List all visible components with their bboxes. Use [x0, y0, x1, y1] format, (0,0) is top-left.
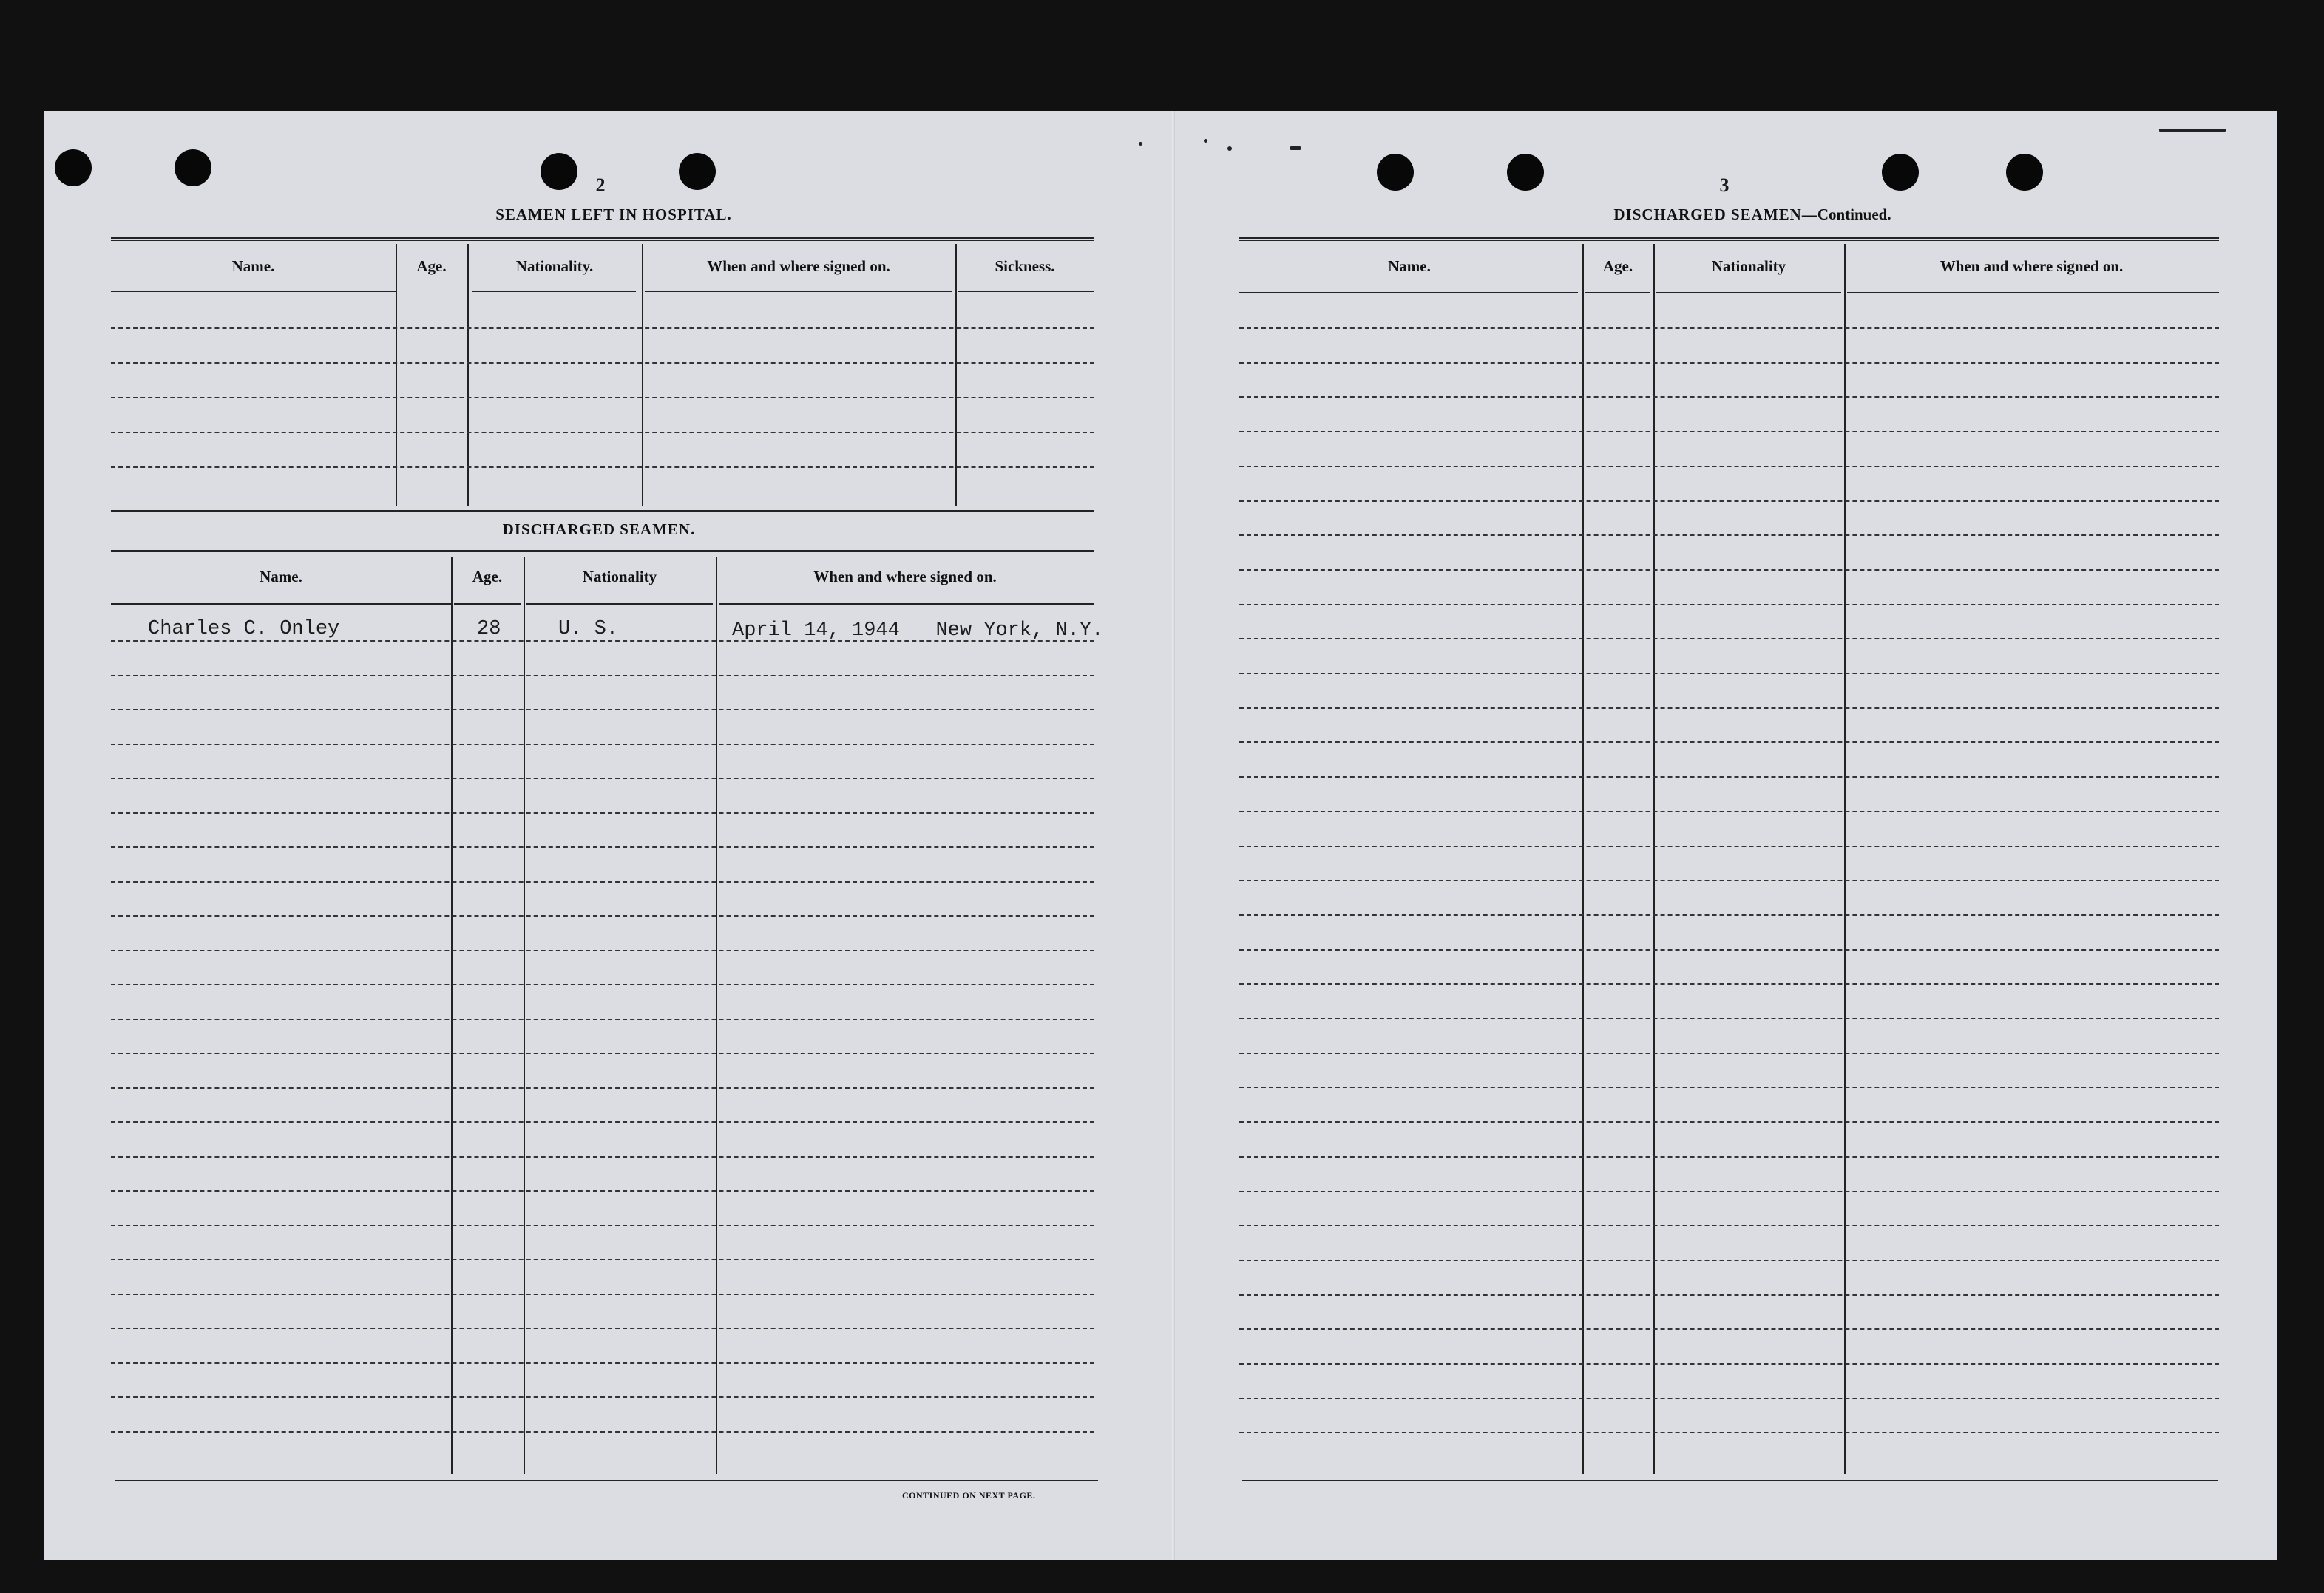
header-rule	[111, 291, 396, 292]
dotted-row-line	[1239, 534, 2219, 536]
dotted-row-line	[1239, 604, 2219, 605]
column-header-age: Age.	[416, 257, 447, 275]
column-header-age: Age.	[1602, 257, 1633, 275]
dotted-row-line	[1239, 638, 2219, 639]
dotted-row-line	[111, 915, 1094, 917]
dotted-row-line	[111, 1396, 1094, 1398]
header-rule	[645, 291, 952, 292]
dotted-row-line	[111, 1328, 1094, 1329]
column-header-sickness: Sickness.	[995, 257, 1055, 275]
entry-signed-on: April 14, 1944 New York, N.Y.	[732, 619, 1104, 642]
column-header-signed-on: When and where signed on.	[813, 568, 997, 585]
dotted-row-line	[1239, 1018, 2219, 1019]
scan-speck	[2159, 129, 2226, 132]
column-header-name: Name.	[1388, 257, 1431, 275]
scan-speck	[1204, 139, 1207, 143]
dotted-row-line	[111, 778, 1094, 779]
column-header-signed-on: When and where signed on.	[1940, 257, 2124, 275]
dotted-row-line	[1239, 880, 2219, 881]
dotted-row-line	[111, 1259, 1094, 1260]
column-divider	[1844, 244, 1846, 1474]
dotted-row-line	[111, 881, 1094, 883]
double-rule	[111, 550, 1094, 554]
dotted-row-line	[1239, 1087, 2219, 1088]
column-divider	[1582, 244, 1584, 1474]
punch-hole	[1882, 154, 1919, 191]
dotted-row-line	[1239, 741, 2219, 743]
scan-speck	[1227, 146, 1232, 151]
dotted-row-line	[1239, 362, 2219, 364]
dotted-row-line	[111, 362, 1094, 364]
dotted-row-line	[1239, 1156, 2219, 1158]
dotted-row-line	[111, 812, 1094, 814]
dotted-row-line	[111, 432, 1094, 433]
section-title-discharged: DISCHARGED SEAMEN.	[502, 520, 696, 538]
column-header-signed-on: When and where signed on.	[707, 257, 890, 275]
dotted-row-line	[1239, 1260, 2219, 1261]
punch-hole	[679, 153, 716, 190]
dotted-row-line	[1239, 1121, 2219, 1123]
punch-hole	[1507, 154, 1544, 191]
section-rule	[111, 510, 1094, 512]
column-header-age: Age.	[472, 568, 503, 585]
section-title-suffix: —Continued.	[1801, 206, 1891, 223]
dotted-row-line	[111, 984, 1094, 985]
page-number: 3	[1719, 174, 1730, 196]
entry-age: 28	[477, 618, 501, 640]
dotted-row-line	[1239, 1191, 2219, 1192]
dotted-row-line	[1239, 673, 2219, 674]
page-number: 2	[595, 174, 606, 196]
entry-nationality: U. S.	[558, 618, 619, 640]
punch-hole	[175, 149, 211, 186]
dotted-row-line	[111, 1019, 1094, 1020]
header-rule	[1585, 292, 1650, 293]
punch-hole	[55, 149, 92, 186]
dotted-row-line	[111, 744, 1094, 745]
dotted-row-line	[111, 327, 1094, 329]
header-rule	[719, 603, 1094, 605]
dotted-row-line	[1239, 1432, 2219, 1433]
dotted-row-line	[1239, 569, 2219, 571]
header-rule	[1847, 292, 2219, 293]
dotted-row-line	[1239, 707, 2219, 709]
dotted-row-line	[111, 1225, 1094, 1226]
scan-speck	[1139, 142, 1142, 146]
dotted-row-line	[1239, 466, 2219, 467]
column-divider	[1653, 244, 1655, 1474]
section-title-discharged-continued	[1523, 206, 1982, 224]
dotted-row-line	[1239, 1328, 2219, 1330]
column-header-name: Name.	[231, 257, 275, 275]
entry-name: Charles C. Onley	[148, 618, 340, 640]
dotted-row-line	[1239, 983, 2219, 985]
dotted-row-line	[111, 1190, 1094, 1192]
dotted-row-line	[111, 1053, 1094, 1054]
column-divider	[524, 557, 525, 1474]
dotted-row-line	[1239, 949, 2219, 951]
dotted-row-line	[111, 466, 1094, 468]
column-header-nationality: Nationality	[1711, 257, 1786, 275]
dotted-row-line	[1239, 1363, 2219, 1365]
double-rule	[1239, 237, 2219, 241]
column-header-nationality: Nationality	[582, 568, 657, 585]
dotted-row-line	[111, 397, 1094, 398]
dotted-row-line	[1239, 431, 2219, 432]
bottom-rule	[115, 1480, 1098, 1481]
column-divider	[716, 557, 717, 1474]
dotted-row-line	[111, 1431, 1094, 1433]
column-divider	[451, 557, 453, 1474]
dotted-row-line	[1239, 327, 2219, 329]
dotted-row-line	[1239, 1294, 2219, 1296]
header-rule	[526, 603, 713, 605]
dotted-row-line	[111, 709, 1094, 710]
header-rule	[958, 291, 1094, 292]
header-rule	[1656, 292, 1841, 293]
continued-note: CONTINUED ON NEXT PAGE.	[902, 1490, 1036, 1501]
punch-hole	[541, 153, 577, 190]
dotted-row-line	[111, 1294, 1094, 1295]
section-title-main: DISCHARGED SEAMEN	[1613, 206, 1802, 223]
punch-hole	[1377, 154, 1414, 191]
dotted-row-line	[111, 950, 1094, 951]
section-title-hospital: SEAMEN LEFT IN HOSPITAL.	[495, 206, 732, 223]
dotted-row-line	[1239, 1398, 2219, 1399]
column-header-name: Name.	[260, 568, 302, 585]
scan-speck	[1290, 146, 1301, 150]
dotted-row-line	[1239, 1225, 2219, 1226]
dotted-row-line	[111, 675, 1094, 676]
dotted-row-line	[1239, 846, 2219, 847]
dotted-row-line	[1239, 396, 2219, 398]
header-rule	[472, 291, 636, 292]
dotted-row-line	[1239, 500, 2219, 502]
dotted-row-line	[111, 846, 1094, 848]
dotted-row-line	[111, 1362, 1094, 1364]
punch-hole	[2006, 154, 2043, 191]
header-rule	[111, 603, 451, 605]
center-fold	[1171, 111, 1175, 1560]
bottom-rule	[1242, 1480, 2218, 1481]
dotted-row-line	[111, 1087, 1094, 1089]
dotted-row-line	[1239, 776, 2219, 778]
dotted-row-line	[1239, 1053, 2219, 1054]
dotted-row-line	[111, 1156, 1094, 1158]
header-rule	[454, 603, 521, 605]
dotted-row-line	[1239, 914, 2219, 916]
dotted-row-line	[1239, 811, 2219, 812]
double-rule	[111, 237, 1094, 241]
header-rule	[1239, 292, 1578, 293]
column-header-nationality: Nationality.	[515, 257, 594, 275]
dotted-row-line	[111, 1121, 1094, 1123]
